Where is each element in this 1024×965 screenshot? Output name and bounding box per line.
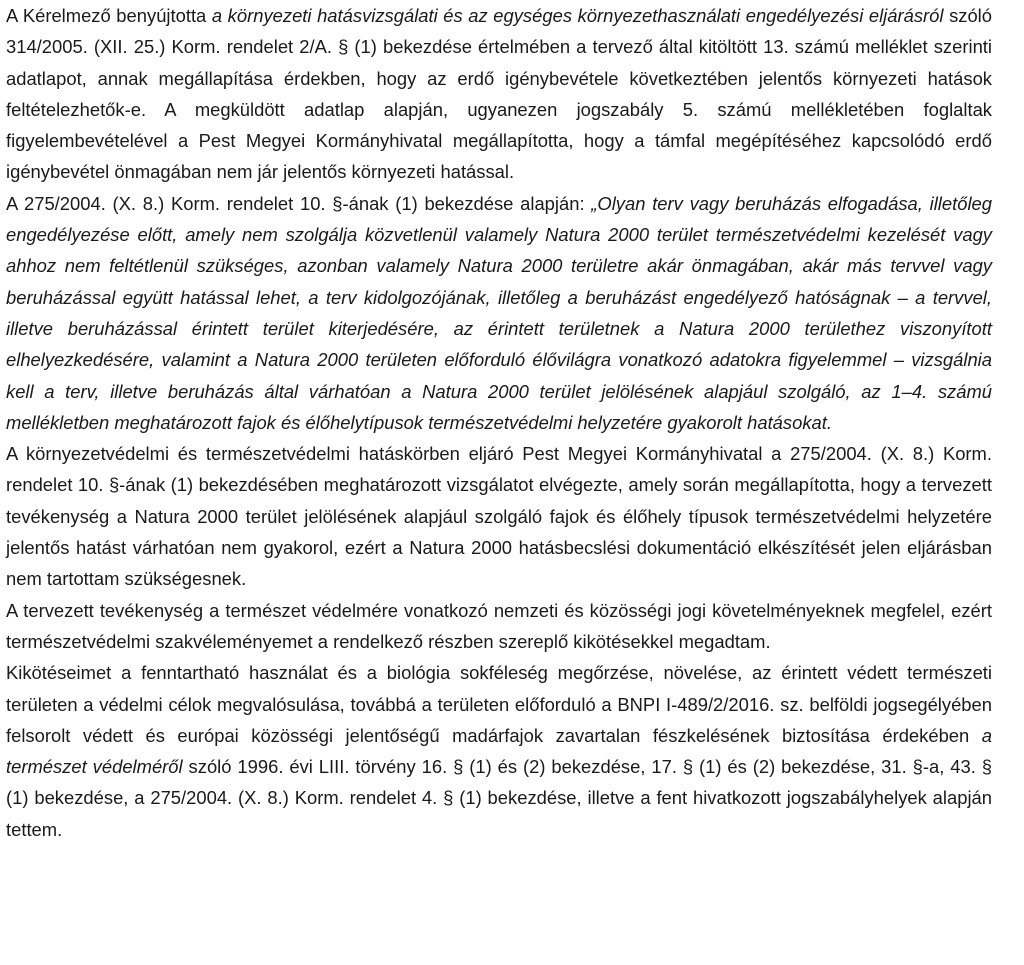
paragraph-text: A környezetvédelmi és természetvédelmi hatáskörben eljáró Pest Megyei Kormányhivatal a 275/2004. (X. 8.) Korm. rendelet 10. §-ának (1) bekezdésében meghatározott vizsgálatot elvégezte, amely során megállapította, hogy a tervezett tevékenység a Natura 2000 terület jelölésének alapjául szolgáló fajok és élőhely típusok természetvédelmi helyzetére jelentős hatást várhatóan nem gyakorol, ezért a Natura 2000 hatásbecslési dokumentáció elkészítését jelen eljárásban nem tartottam szükségesnek. [6, 443, 992, 590]
paragraph-text: A 275/2004. (X. 8.) Korm. rendelet 10. §-ának (1) bekezdése alapján: [6, 192, 592, 214]
paragraph-text: szóló 314/2005. (XII. 25.) Korm. rendelet 2/A. § (1) bekezdése értelmében a tervező által kitöltött 13. számú melléklet szerinti adatlapot, annak megállapítása érdekben, hogy az erdő igénybevétele következtében jelentős környezeti hatások feltételezhetők-e. A megküldött adatlap alapján, ugyanezen jogszabály 5. számú mellékletében foglaltak figyelembevételével a Pest Megyei Kormányhivatal megállapította, hogy a támfal megépítéséhez kapcsolódó erdő igénybevétel önmagában nem jár jelentős környezeti hatással. [6, 5, 992, 183]
paragraph-application [6, 0, 992, 188]
paragraph-text: A tervezett tevékenység a természet védelmére vonatkozó nemzeti és közösségi jogi követelményeknek megfelel, ezért természetvédelmi szakvéleményemet a rendelkező részben szereplő kikötésekkel megadtam. [6, 599, 992, 652]
paragraph-text: szóló 1996. évi LIII. törvény 16. § (1) és (2) bekezdése, 17. § (1) és (2) bekezdése, 31. §-a, 43. § (1) bekezdése, a 275/2004. (X. 8.) Korm. rendelet 4. § (1) bekezdése, illetve a fent hivatkozott jogszabályhelyek alapján tettem. [6, 756, 992, 840]
paragraph-conditions [6, 657, 992, 845]
paragraph-opinion [6, 595, 992, 658]
paragraph-text: Kikötéseimet a fenntartható használat és a biológia sokféleség megőrzése, növelése, az érintett védett természeti területen a védelmi célok megvalósulása, továbbá a területen előforduló a BNPI I-489/2/2016. sz. belföldi jogsegélyében felsorolt védett és európai közösségi jelentőségű madárfajok zavartalan fészkelésének biztosítása érdekében [6, 662, 992, 746]
legal-quote: „Olyan terv vagy beruházás elfogadása, illetőleg engedélyezése előtt, amely nem szolgálja közvetlenül valamely Natura 2000 terület természetvédelmi kezelését vagy ahhoz nem feltétlenül szükséges, azonban valamely Natura 2000 területre akár önmagában, akár más tervvel vagy beruházással együtt hatással lehet, a terv kidolgozójának, illetőleg a beruházást engedélyező hatóságnak – a tervvel, illetve beruházással érintett terület kiterjedésére, az érintett területnek a Natura 2000 területhez viszonyított elhelyezkedésére, valamint a Natura 2000 területen előforduló élővilágra vonatkozó adatokra figyelemmel – vizsgálnia kell a terv, illetve beruházás által várhatóan a Natura 2000 terület jelölésének alapjául szolgáló, az 1–4. számú mellékletben meghatározott fajok és élőhelytípusok természetvédelmi helyzetére gyakorolt hatásokat. [6, 192, 992, 433]
paragraph-natura-quote [6, 188, 992, 438]
act-title: a környezeti hatásvizsgálati és az egységes környezethasználati engedélyezési eljárásról [211, 5, 944, 26]
paragraph-assessment [6, 438, 992, 594]
document-body [6, 0, 992, 845]
act-title: a természet védelméről [6, 724, 992, 778]
paragraph-text: A Kérelmező benyújtotta [6, 5, 212, 26]
